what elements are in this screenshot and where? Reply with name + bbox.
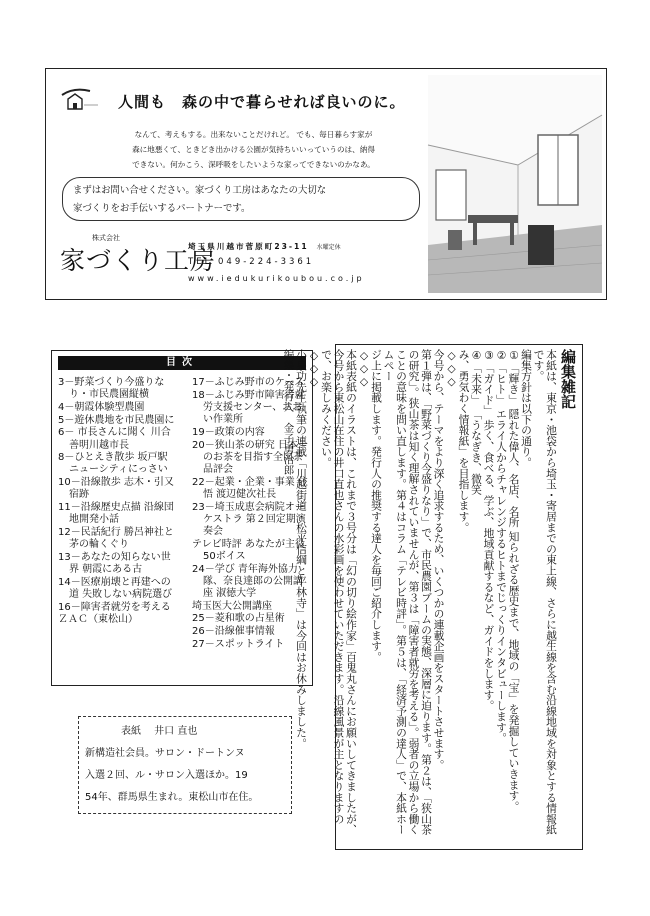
editorial-paragraph: 小泉功先生執筆の連載「川越街道・松平信綱と平林寺」は今回はお休みしました。 <box>295 349 308 749</box>
house-roof-icon <box>60 85 100 111</box>
editorial-divider: ◇◇◇ <box>445 349 458 388</box>
toc-item: 19－政策の内容 <box>192 426 265 438</box>
company-logo <box>60 233 217 289</box>
toc-title: 目次 <box>58 356 306 370</box>
toc-left-column <box>58 377 178 627</box>
editorial-column-3 <box>282 349 382 845</box>
ad-callout-line: まずはお問い合せください。家づくり工房はあなたの大切な <box>73 185 327 196</box>
toc-item: 11－沿線歴史点描 沿線団地開発小話 <box>58 502 174 526</box>
ad-callout-line: 家づくりをお手伝いするパートナーです。 <box>73 203 251 214</box>
editorial-paragraph: ③「ガイド」 歩く、食べる、学ぶ、地域貢献するなど、ガイドをします。 <box>482 349 496 712</box>
editorial-divider: ◇◇◇ <box>357 349 371 388</box>
toc-item: テレビ時評 あなたが主役50ボイス <box>192 538 305 562</box>
toc-item: 17－ふじみ野市のケース <box>192 377 305 388</box>
editorial-paragraph: ④「未来」 「うなぎき、微笑 <box>470 349 483 496</box>
toc-item: 6－ 市長さんに聞く 川合善明川越市長 <box>58 427 171 451</box>
address-text: 埼玉県川越市菅原町23-11 <box>188 242 309 251</box>
toc-item: 16－障害者就労を考える <box>58 601 171 613</box>
editorial-notes <box>282 344 583 850</box>
ad-subtext <box>86 127 421 172</box>
editorial-paragraph: ジ上に掲載します。発行人の推奨する達人を毎回ご紹介します。 <box>370 349 383 663</box>
toc-item: 8－ひとえき散歩 坂戸駅 ニューシティにっさい <box>58 452 168 476</box>
company-prefix: 株式会社 <box>92 234 120 242</box>
ad-callout <box>62 177 420 221</box>
editorial-paragraph: み、勇気わく情報紙」を目指します。 <box>457 349 471 533</box>
toc-item: ＺＡＣ（東松山） <box>58 614 138 626</box>
toc-item: 26－沿線催事情報 <box>192 626 275 638</box>
table-of-contents <box>51 350 313 686</box>
ad-subtext-line: 森に地悪くて、ときどき出かける公園が気持ちいいっていうのは、納得 <box>132 145 375 154</box>
toc-item: 13－あなたの知らない世界 朝霞にある古 <box>58 551 171 576</box>
toc-item: 20－狭山茶の研究 日本一のお茶を目指す全国茶品評会 <box>192 439 308 475</box>
toc-item: 22－起業・企業・事業 住悟 渡辺健次社長 <box>192 476 308 500</box>
toc-item: 25－菱和歌の占星術 <box>192 613 285 625</box>
cover-artist-note <box>78 716 292 814</box>
toc-item: 12－民話紀行 勝呂神社と茅の輪くぐり <box>58 526 174 551</box>
cover-bio-line: 54年、群馬県生まれ。東松山市在住。 <box>85 792 259 803</box>
toc-item: 4－朝霞体験型農園 <box>58 401 145 413</box>
cover-bio-line: 新構造社会員。サロン・ドートンヌ <box>85 748 245 759</box>
editorial-paragraph: 第１弾は、「野菜づくり今盛りなり」で、市民農園ブームの実態、深層に迫ります。第２は、「狭山茶の研究」。狭山茶は知く理解されていませんが、第３は「障害者就労を考える」。弱者の立場から働くことの意味を問い直します。第４はコラム「テレビ時評」。第５は、「経済予測の達人」で、本紙ホームペー <box>382 349 433 835</box>
editorial-signature: 編集・発行人 金子勇治郎 <box>282 349 295 475</box>
company-tel: TEL 049-224-3361 <box>188 257 315 267</box>
toc-item: 3－野菜づくり今盛りなり・市民農園縦横 <box>58 377 165 401</box>
toc-item: 14－医療崩壊と再建への道 失敗しない病院選び <box>58 576 173 600</box>
company-name: 家づくり工房 <box>60 246 217 275</box>
company-url: www.iedukurikoubou.co.jp <box>188 274 365 283</box>
toc-item: 24－学び 青年海外協力隊、奈良達郎の公開講座 淑徳大学 <box>192 563 303 599</box>
cover-bio <box>85 743 287 809</box>
cover-credit: 表紙 井口 直也 <box>121 726 198 737</box>
editorial-paragraph: 今号から、テーマをより深く追求するため、いくつかの連載企画をスタートさせます。 <box>432 349 446 771</box>
holiday-text: 水曜定休 <box>316 244 341 251</box>
editorial-title: 編集雑記 <box>559 349 577 409</box>
editorial-paragraph: 本紙は、東京・池袋から埼玉・寄居までの東上線、さらに越生線を含む沿線地域を対象とする情報紙です。 <box>532 349 558 835</box>
toc-item: 10－沿線散歩 志木・引又宿跡 <box>58 477 174 501</box>
editorial-paragraph: ①「輝き」 隠れた偉人、名店、名所 知られざる歴史まで、地域の「宝」を発掘していきます。 <box>507 349 521 812</box>
company-address <box>188 241 341 252</box>
toc-item: 23－埼玉成恵会病院オーケストラ 第２回定期演奏会 <box>192 501 306 537</box>
toc-item: 18－ふじみ野市障害者就労支援センター、おおい作業所 <box>192 389 305 426</box>
editorial-divider: ◇◇◇ <box>307 349 321 388</box>
editorial-column-1 <box>470 349 579 845</box>
toc-item: 埼玉医大公開講座 <box>192 600 272 612</box>
editorial-paragraph: ②「ヒト」 エライ人からチャレンジするヒトまでじっくりインタビューします。 <box>495 349 508 744</box>
editorial-paragraph: 編集方針は以下の通り。 <box>520 349 533 468</box>
editorial-paragraph: 本紙表紙のイラストは、これまで３号分は「幻の切り絵作家」百鬼丸さんにお願いしてきましたが、今号から東松山在住の井口直也さんの水彩画を使わせていただきます。沿線風景が主となりますので、お楽しみください。 <box>320 349 358 835</box>
interior-photo <box>428 75 602 293</box>
ad-subtext-line: できない。何かこう、深呼吸をしたいような家ってできないのかなあ。 <box>132 160 375 169</box>
toc-item: 5－遊休農地を市民農園に <box>58 414 175 426</box>
advertisement-box <box>45 68 607 300</box>
cover-bio-line: 入選２回、ル・サロン入選ほか。19 <box>85 770 248 781</box>
ad-subtext-line: なんて、考えもする。出来ないことだけれど。 でも、毎日暮らす家が <box>134 130 373 139</box>
ad-headline: 人間も 森の中で暮らせれば良いのに。 <box>118 93 406 111</box>
editorial-column-2 <box>382 349 470 845</box>
toc-item: 27－スポットライト <box>192 638 285 650</box>
